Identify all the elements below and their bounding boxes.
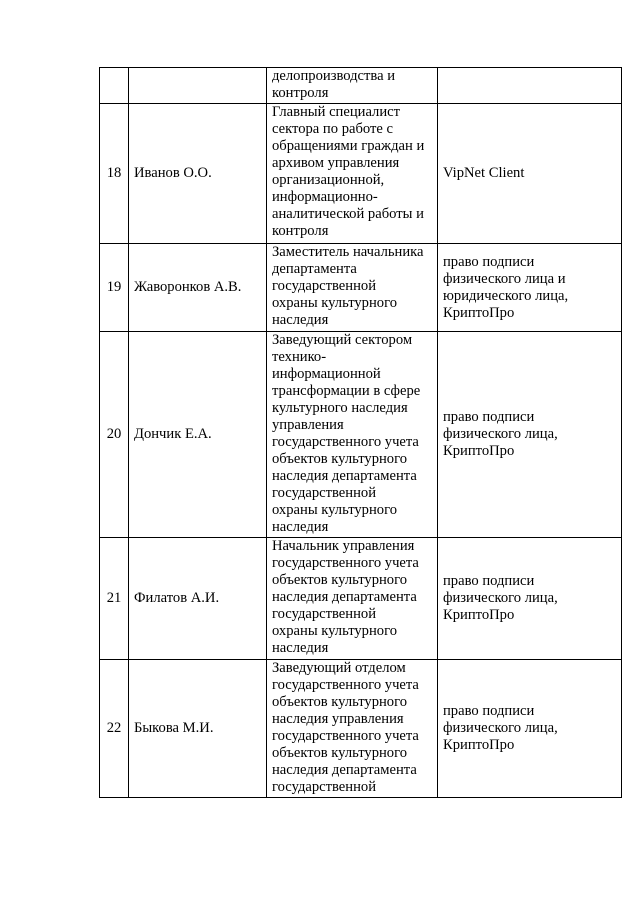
employee-position xyxy=(267,244,438,332)
employee-position xyxy=(267,332,438,538)
employee-name: Жаворонков А.В. xyxy=(129,244,267,332)
employee-name: Дончик Е.А. xyxy=(129,332,267,538)
signature-type xyxy=(438,538,622,660)
row-number xyxy=(100,68,129,104)
employee-position xyxy=(267,104,438,244)
position-text: Заведующий отделом государственного учета объектов культурного наследия управления государственного учета объектов культурного наследия департамента государственной xyxy=(272,660,419,795)
position-text: Заместитель начальника департамента государственной охраны культурного наследия xyxy=(272,244,424,328)
row-number: 22 xyxy=(100,660,129,798)
employee-name xyxy=(129,68,267,104)
employee-name: Быкова М.И. xyxy=(129,660,267,798)
table-row xyxy=(100,104,622,244)
position-text: Начальник управления государственного учета объектов культурного наследия департамента государственной охраны культурного наследия xyxy=(272,538,419,656)
signature-type xyxy=(438,332,622,538)
signature-type xyxy=(438,104,622,244)
position-text: Главный специалист сектора по работе с обращениями граждан и архивом управления организационной, информационно- аналитической работы и контроля xyxy=(272,104,425,239)
signature-type xyxy=(438,244,622,332)
signature-text: право подписи физического лица, КриптоПро xyxy=(443,409,558,459)
signature-type xyxy=(438,660,622,798)
table-row xyxy=(100,332,622,538)
employee-position xyxy=(267,68,438,104)
table-row xyxy=(100,660,622,798)
table-row xyxy=(100,244,622,332)
signature-text: право подписи физического лица, КриптоПро xyxy=(443,573,558,623)
signature-text: право подписи физического лица, КриптоПро xyxy=(443,703,558,753)
employee-name: Филатов А.И. xyxy=(129,538,267,660)
signature-text: право подписи физического лица и юридического лица, КриптоПро xyxy=(443,253,569,321)
employee-position xyxy=(267,660,438,798)
certificate-holders-table xyxy=(99,67,622,798)
signature-text: VipNet Client xyxy=(443,165,525,181)
table-row xyxy=(100,538,622,660)
row-number: 21 xyxy=(100,538,129,660)
table-row xyxy=(100,68,622,104)
signature-type xyxy=(438,68,622,104)
row-number: 19 xyxy=(100,244,129,332)
position-text: Заведующий сектором технико- информационной трансформации в сфере культурного наследия управления государственного учета объектов культурного наследия департамента государственной охраны культурного наследия xyxy=(272,332,421,535)
position-text: делопроизводства и контроля xyxy=(272,68,396,101)
row-number: 20 xyxy=(100,332,129,538)
employee-name: Иванов О.О. xyxy=(129,104,267,244)
row-number: 18 xyxy=(100,104,129,244)
employee-position xyxy=(267,538,438,660)
